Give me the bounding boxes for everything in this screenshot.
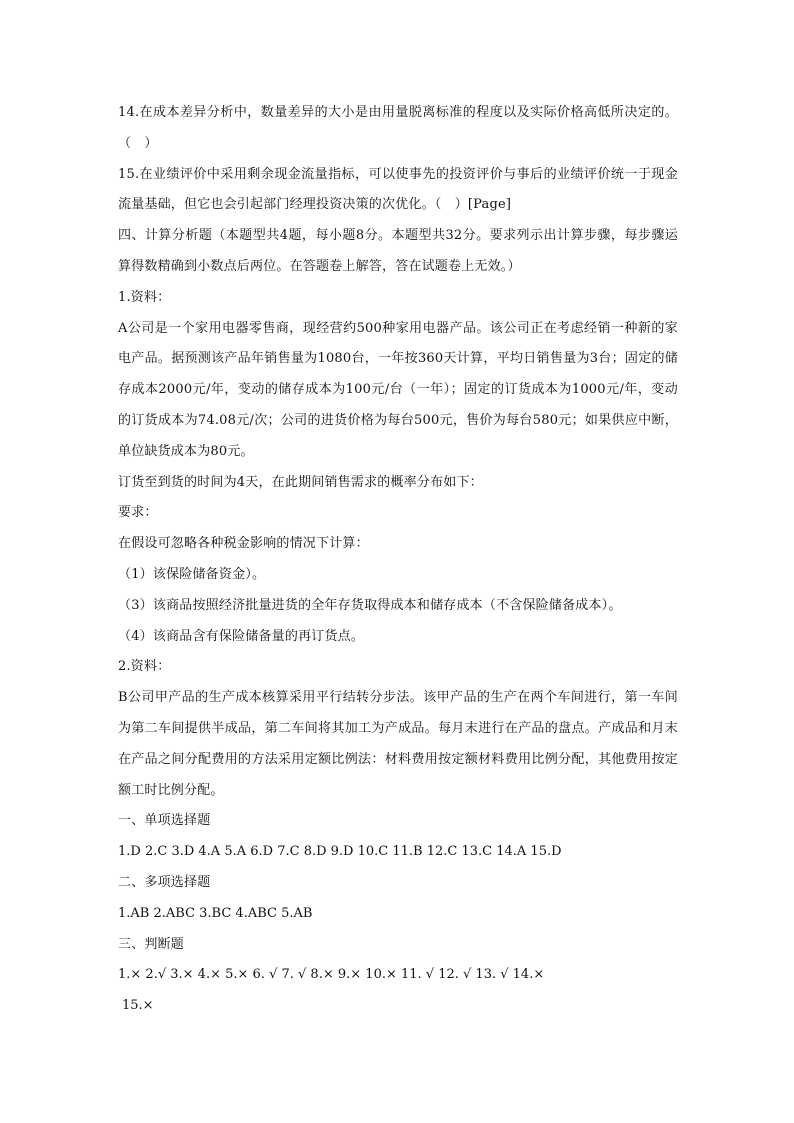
problem-2-heading: 2.资料： (118, 659, 171, 675)
problem-2-material: B公司甲产品的生产成本核算采用平行结转分步法。该甲产品的生产在两个车间进行，第一车间为第二车间提供半成品，第二车间将其加工为产成品。每月末进行在产品的盘点。产成品和月末在产品之间分配费用的方法采用定额比例法：材料费用按定额材料费用比例分配，其他费用按定额工时比例分配。 (118, 690, 678, 798)
question-14: 14.在成本差异分析中，数量差异的大小是由用量脱离标准的程度以及实际价格高低所决定的。（ ） (118, 105, 678, 151)
answers-true-false-continued: 15.× (122, 998, 154, 1014)
requirement-4: （4）该商品含有保险储备量的再订货点。 (118, 628, 365, 644)
problem-1-requirements-label: 要求： (118, 505, 158, 521)
answers-true-false: 1.× 2.√ 3.× 4.× 5.× 6. √ 7. √ 8.× 9.× 10.× 11. √ 12. √ 13. √ 14.× (118, 967, 545, 983)
section-heading-calculation: 四、计算分析题（本题型共4题，每小题8分。本题型共32分。要求列示出计算步骤，每步骤运算得数精确到小数点后两位。在答题卷上解答，答在试题卷上无效。） (118, 228, 678, 274)
problem-1-assumption: 在假设可忽略各种税金影响的情况下计算： (118, 536, 369, 552)
problem-1-lead-time: 订货至到货的时间为4天，在此期间销售需求的概率分布如下： (118, 474, 483, 490)
problem-1-heading: 1.资料： (118, 289, 171, 305)
document-page (118, 98, 678, 1022)
requirement-3: （3）该商品按照经济批量进货的全年存货取得成本和储存成本（不含保险储备成本）。 (118, 597, 622, 613)
answer-section-multiple-choice: 二、多项选择题 (118, 874, 211, 890)
answers-single-choice: 1.D 2.C 3.D 4.A 5.A 6.D 7.C 8.D 9.D 10.C 11.B 12.C 13.C 14.A 15.D (118, 844, 562, 860)
answers-multiple-choice: 1.AB 2.ABC 3.BC 4.ABC 5.AB (118, 905, 313, 921)
question-15: 15.在业绩评价中采用剩余现金流量指标，可以使事先的投资评价与事后的业绩评价统一于现金流量基础，但它也会引起部门经理投资决策的次优化。（ ）[Page] (118, 166, 678, 213)
answer-section-true-false: 三、判断题 (118, 936, 185, 952)
problem-1-material: A公司是一个家用电器零售商，现经营约500种家用电器产品。该公司正在考虑经销一种新的家电产品。据预测该产品年销售量为1080台，一年按360天计算，平均日销售量为3台；固定的储存成本2000元/年，变动的储存成本为100元/台（一年）；固定的订货成本为1000元/年，变动的订货成本为74.08元/次；公司的进货价格为每台500元，售价为每台580元；如果供应中断，单位缺货成本为80元。 (118, 320, 678, 459)
requirement-1: （1）该保险储备资金）。 (118, 566, 266, 582)
answer-section-single-choice: 一、单项选择题 (118, 813, 211, 829)
